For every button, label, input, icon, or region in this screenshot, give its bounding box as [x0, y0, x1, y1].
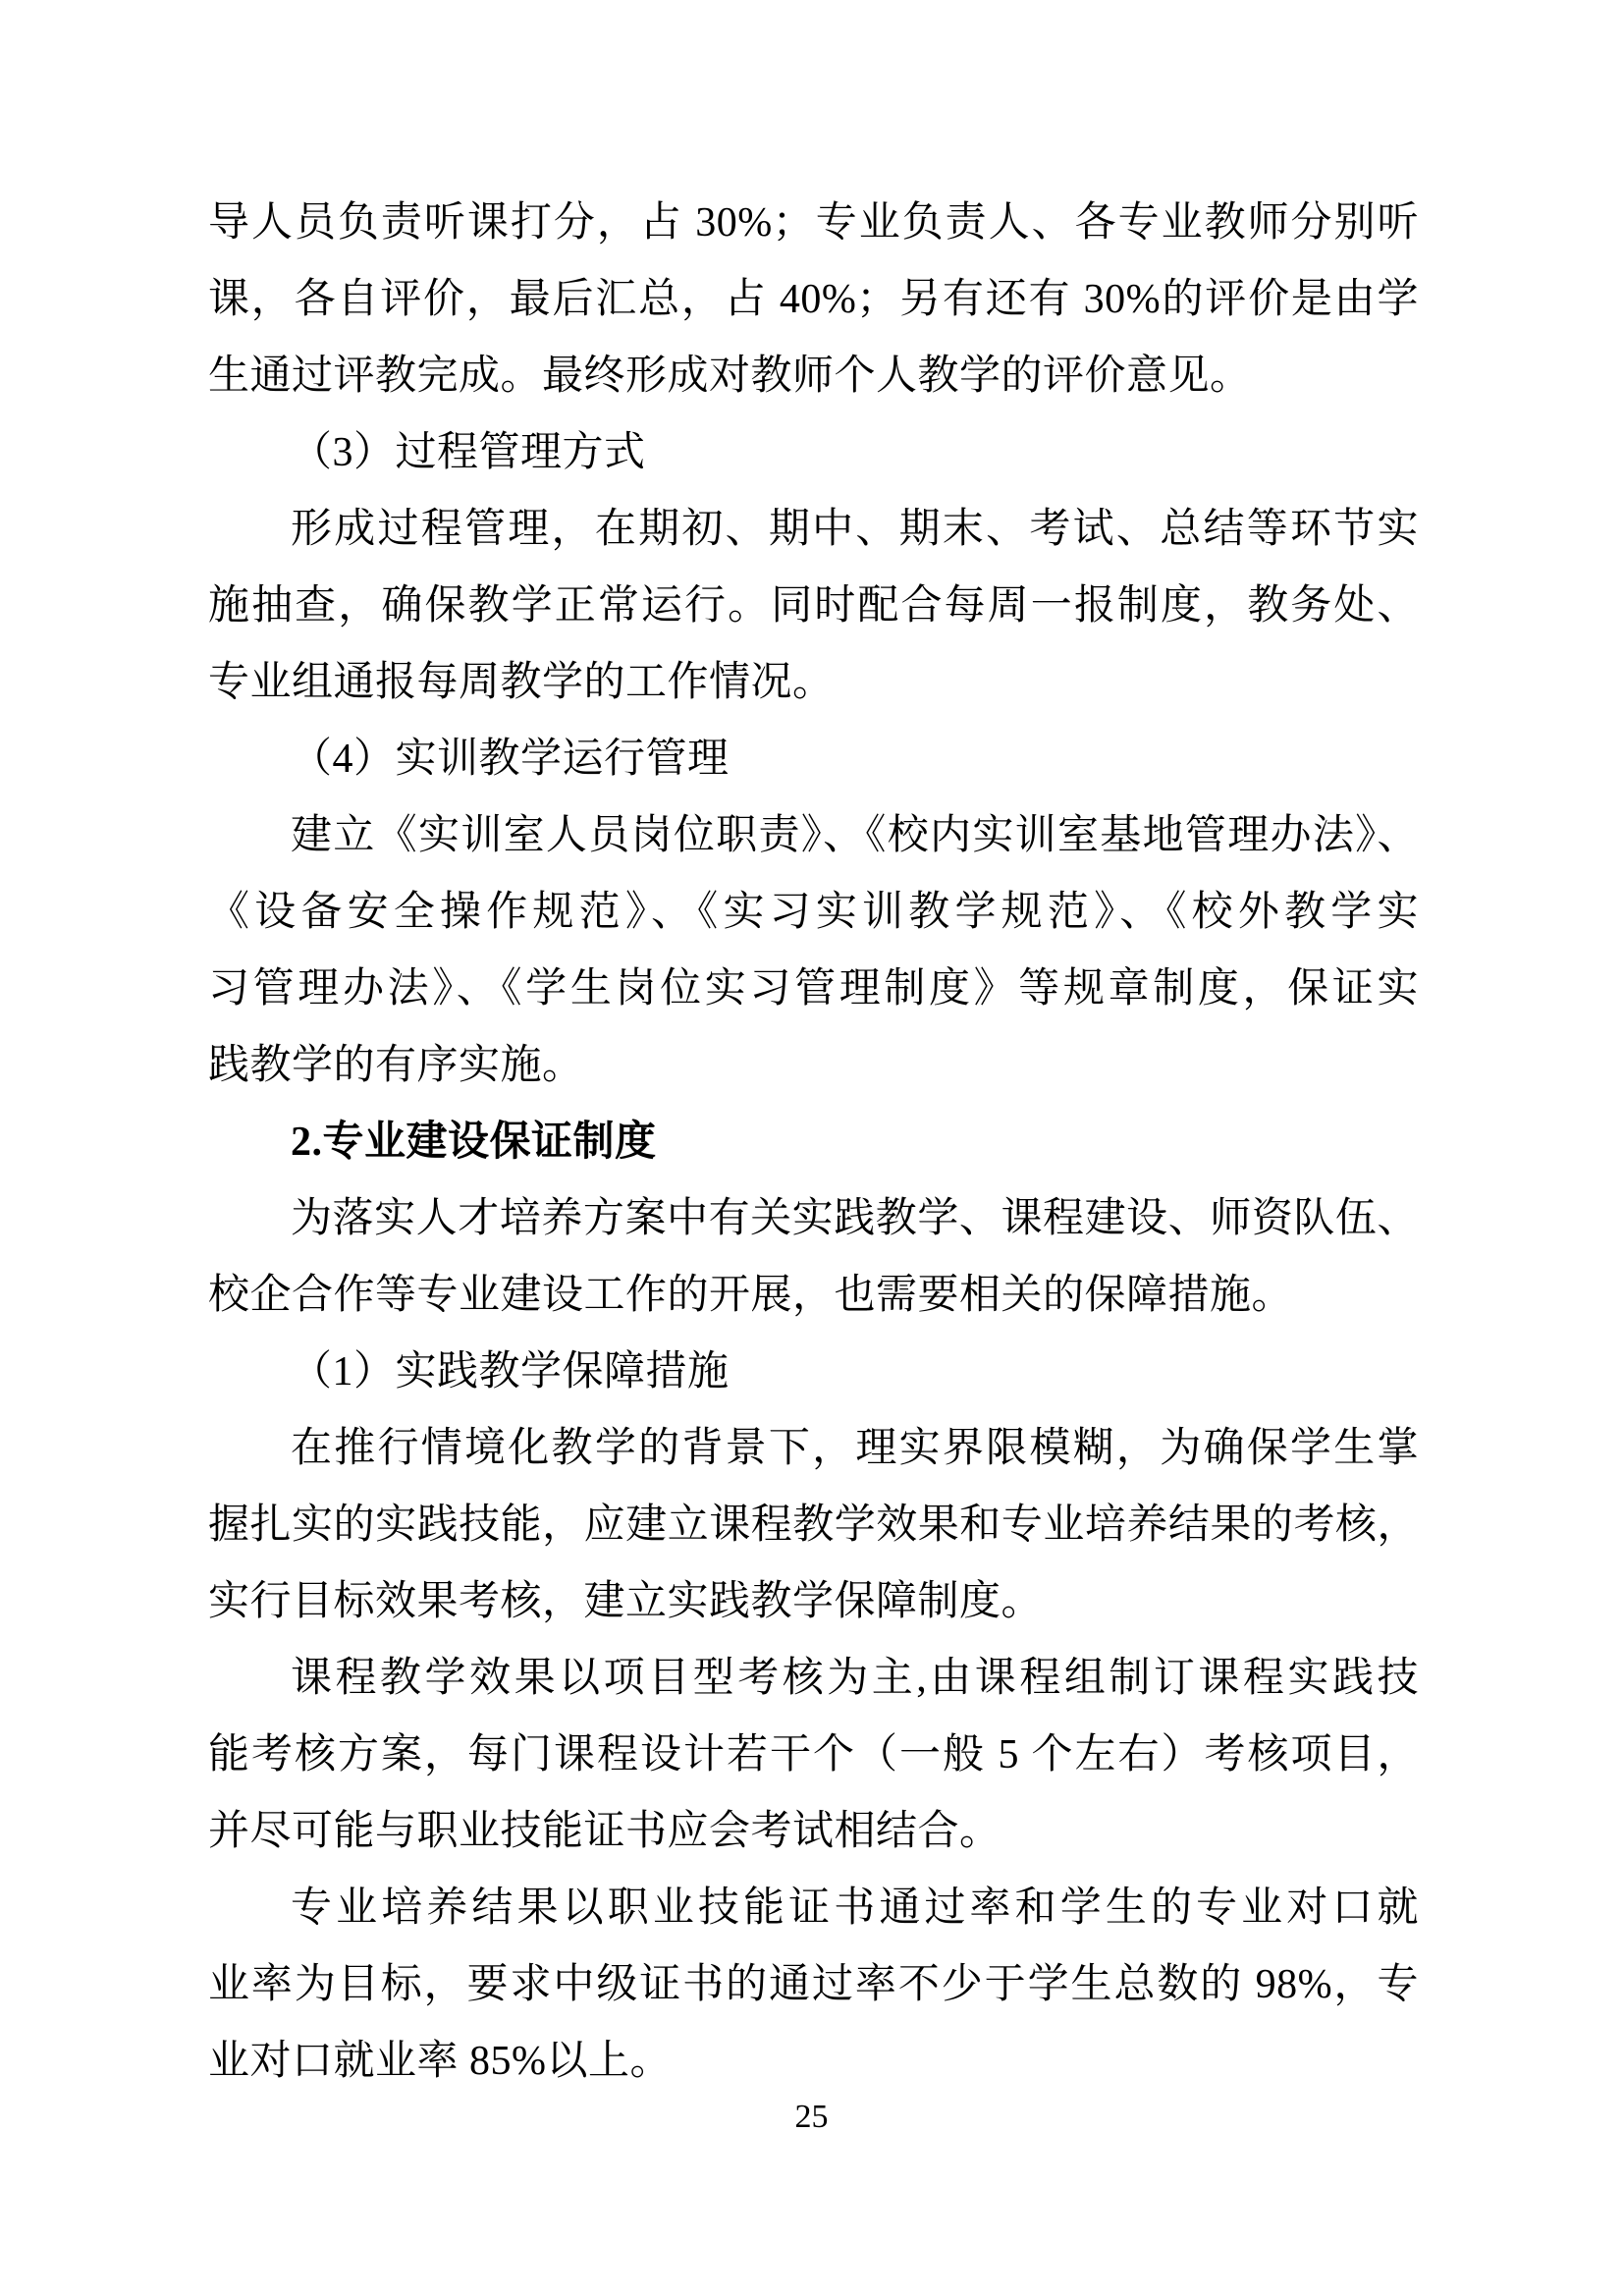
text-line: 生通过评教完成。最终形成对教师个人教学的评价意见。	[208, 354, 1252, 399]
text-line: 施抽查，确保教学正常运行。同时配合每周一报制度，教务处、	[208, 583, 1419, 629]
text-line: 导人员负责听课打分，占 30%；专业负责人、各专业教师分别听	[208, 200, 1419, 246]
document-body	[208, 185, 1419, 2100]
subheading-line: （3）过程管理方式	[291, 430, 646, 475]
section-heading: 2.专业建设保证制度	[291, 1120, 657, 1165]
text-line: 专业培养结果以职业技能证书通过率和学生的专业对口就	[291, 1886, 1419, 1931]
text-line: 课，各自评价，最后汇总，占 40%；另有还有 30%的评价是由学	[208, 277, 1419, 322]
text-line: 在推行情境化教学的背景下，理实界限模糊，为确保学生掌	[291, 1426, 1419, 1471]
subheading-line: （1）实践教学保障措施	[291, 1349, 730, 1394]
text-line: 课程教学效果以项目型考核为主,由课程组制订课程实践技	[291, 1656, 1419, 1701]
page-number: 25	[794, 2099, 829, 2135]
text-line: 校企合作等专业建设工作的开展，也需要相关的保障措施。	[208, 1273, 1294, 1318]
text-line: 形成过程管理，在期初、期中、期末、考试、总结等环节实	[291, 507, 1419, 552]
subheading-line: （4）实训教学运行管理	[291, 737, 730, 782]
text-line: 《设备安全操作规范》、《实习实训教学规范》、《校外教学实	[208, 890, 1419, 935]
text-line: 能考核方案，每门课程设计若干个（一般 5 个左右）考核项目，	[208, 1732, 1419, 1777]
text-line: 建立《实训室人员岗位职责》、《校内实训室基地管理办法》、	[291, 813, 1419, 858]
text-line: 践教学的有序实施。	[208, 1043, 584, 1088]
text-line: 业对口就业率 85%以上。	[208, 2039, 672, 2084]
text-line: 业率为目标，要求中级证书的通过率不少于学生总数的 98%，专	[208, 1962, 1419, 2007]
text-line: 握扎实的实践技能，应建立课程教学效果和专业培养结果的考核，	[208, 1503, 1419, 1548]
text-line: 为落实人才培养方案中有关实践教学、课程建设、师资队伍、	[291, 1196, 1419, 1241]
text-line: 并尽可能与职业技能证书应会考试相结合。	[208, 1809, 1001, 1854]
text-line: 实行目标效果考核，建立实践教学保障制度。	[208, 1579, 1044, 1624]
text-line: 专业组通报每周教学的工作情况。	[208, 660, 835, 705]
text-line: 习管理办法》、《学生岗位实习管理制度》等规章制度，保证实	[208, 966, 1419, 1011]
